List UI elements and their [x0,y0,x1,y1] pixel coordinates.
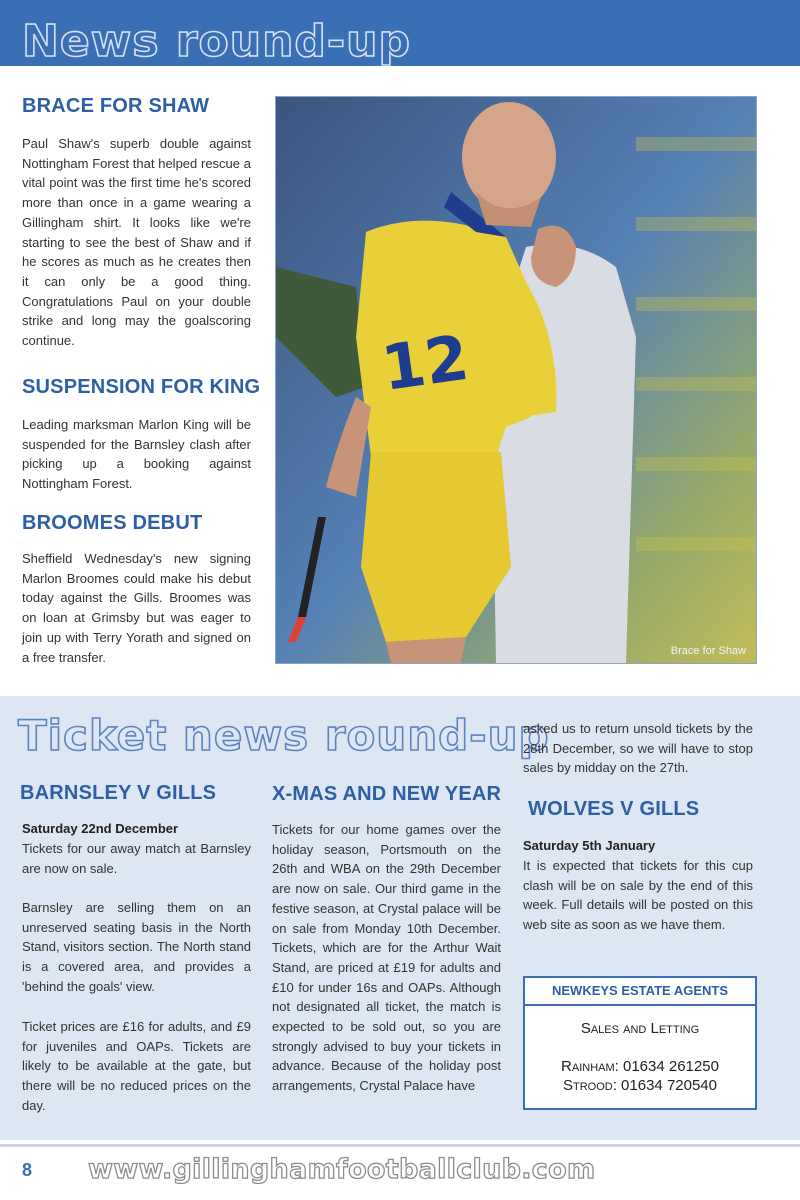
barnsley-para-2: Barnsley are selling them on an unreserved seating basis in the North Stand, visitors section. The North stand is a covered area, and provides a 'behind the goals' view. [22,900,251,994]
news-heading-broomes: BROOMES DEBUT [22,512,203,534]
footer-divider [0,1144,800,1147]
advert-phone-rainham: Rainham: 01634 261250 [561,1058,719,1075]
footer-url: www.gillinghamfootballclub.com [88,1154,596,1185]
photo-caption: Brace for Shaw [670,645,746,657]
estate-agent-advert [523,976,757,1110]
page-title: News round-up [22,16,411,67]
xmas-body: Tickets for our home games over the holiday season, Portsmouth on the 26th and WBA on the 29th December are now on sale. Our third game in the festive season, at Crystal palace will be on sale from Monday 10th December. Tickets, which are for the Arthur Wait Stand, are priced at £19 for adults and £10 for under 16s and OAPs. Although not designated all ticket, the match is expected to be sold out, so you are strongly advised to buy your tickets in advance. Because of the holiday post arrangements, Crystal Palace have [272,822,501,1094]
news-heading-shaw: BRACE FOR SHAW [22,95,210,117]
news-body-king: Leading marksman Marlon King will be suspended for the Barnsley clash after picking up a booking against Nottingham Forest. [22,417,251,492]
wolves-date: Saturday 5th January [523,838,656,853]
barnsley-para-1: Tickets for our away match at Barnsley are now on sale. [22,841,251,876]
barnsley-heading: BARNSLEY V GILLS [20,782,217,804]
advert-phone-strood: Strood: 01634 720540 [563,1077,717,1094]
ticket-title: Ticket news round-up [18,711,550,760]
news-body-broomes: Sheffield Wednesday's new signing Marlon Broomes could make his debut today against the Gills. Broomes was on loan at Grimsby but was eager to join up with Terry Yorath and signed on a free transfer. [22,551,251,665]
xmas-heading: X-MAS AND NEW YEAR [272,783,502,805]
player-photo [275,96,757,664]
player-illustration [276,97,756,663]
advert-title: NEWKEYS ESTATE AGENTS [525,978,755,1006]
xmas-continued: asked us to return unsold tickets by the 28th December, so we will have to stop sales by midday on the 27th. [523,721,753,776]
barnsley-date: Saturday 22nd December [22,821,179,836]
page-number: 8 [22,1160,33,1180]
barnsley-para-3: Ticket prices are £16 for adults, and £9 for juveniles and OAPs. Tickets are likely to be available at the gate, but there will be no reduced prices on the day. [22,1019,251,1113]
news-heading-king: SUSPENSION FOR KING [22,376,261,398]
news-body-shaw: Paul Shaw's superb double against Nottingham Forest that helped rescue a vital point was the first time he's scored more than once in a game wearing a Gillingham shirt. It looks like we're starting to see the best of Shaw and if he scores as much as he creates then it can only be a good thing. Congratulations Paul on your double strike and long may the goalscoring continue. [22,136,251,349]
shirt-number: 12 [377,320,473,406]
wolves-heading: WOLVES V GILLS [528,798,700,820]
wolves-body: It is expected that tickets for this cup clash will be on sale by the end of this week. Full details will be posted on this web site as soon as we have them. [523,858,753,933]
advert-services: Sales and Letting [580,1020,700,1037]
